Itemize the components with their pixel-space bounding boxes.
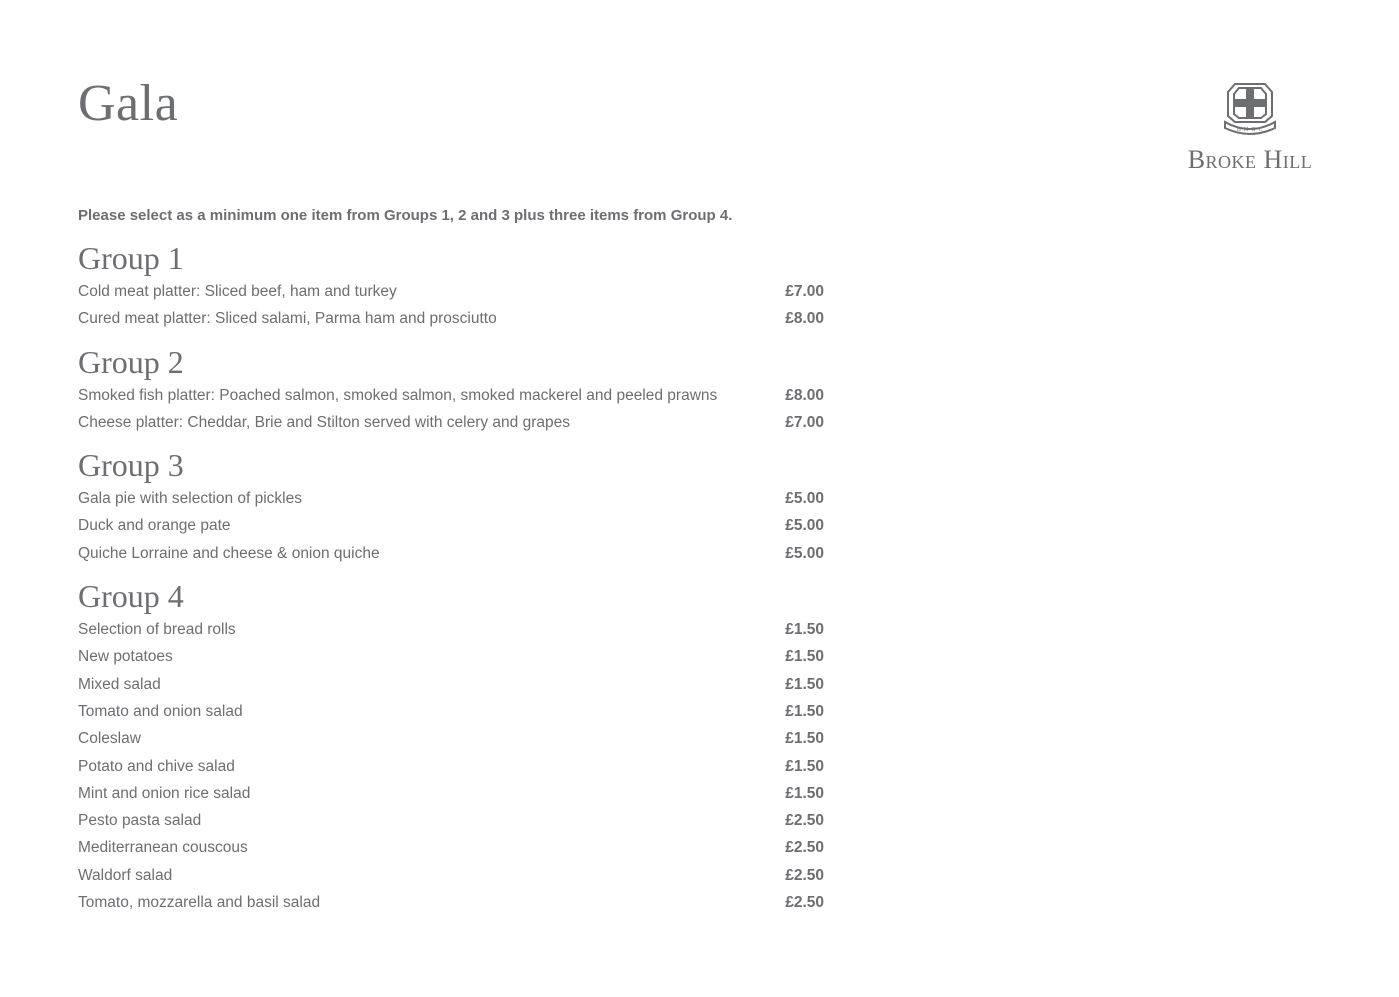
menu-item-name: Mint and onion rice salad: [78, 784, 251, 802]
crest-icon: [1220, 78, 1280, 138]
menu-item-price: £1.50: [785, 675, 824, 693]
menu-item-name: Tomato, mozzarella and basil salad: [78, 894, 321, 912]
menu-item: [78, 698, 824, 725]
broke-hill-logo: [1176, 78, 1324, 178]
menu-item-price: £5.00: [785, 517, 824, 535]
selection-instructions: Please select as a minimum one item from Groups 1, 2 and 3 plus three items from Group 4.: [78, 207, 733, 224]
page-title: Gala: [78, 75, 179, 132]
menu-item-price: £1.50: [785, 784, 824, 802]
menu-item: [78, 643, 824, 670]
menu-item-name: Potato and chive salad: [78, 757, 235, 775]
menu-item-name: Mediterranean couscous: [78, 839, 248, 857]
menu-item-price: £7.00: [785, 283, 824, 300]
menu-item-name: Tomato and onion salad: [78, 702, 243, 720]
menu-group: [78, 576, 824, 916]
menu-item-name: Quiche Lorraine and cheese & onion quiche: [78, 544, 380, 562]
menu-item-price: £7.00: [785, 413, 824, 431]
menu-item-name: Gala pie with selection of pickles: [78, 490, 303, 508]
group-heading: Group 2: [78, 343, 184, 380]
menu-item-name: Coleslaw: [78, 730, 141, 748]
group-heading: Group 1: [78, 240, 184, 276]
logo-wordmark: Broke Hill: [1187, 145, 1313, 174]
menu-item-price: £5.00: [785, 544, 824, 562]
menu-item-name: Cured meat platter: Sliced salami, Parma ham and prosciutto: [78, 310, 497, 328]
menu-item: [78, 753, 824, 780]
menu-item: [78, 780, 824, 807]
menu-list: [78, 238, 824, 925]
menu-item: [78, 616, 824, 643]
menu-item: [78, 512, 824, 539]
menu-item-name: Smoked fish platter: Poached salmon, smoked salmon, smoked mackerel and peeled prawns: [78, 386, 718, 404]
menu-item-price: £5.00: [785, 490, 824, 508]
menu-item: [78, 834, 824, 861]
menu-item: [78, 807, 824, 834]
menu-item: [78, 278, 824, 305]
menu-item-name: Selection of bread rolls: [78, 621, 236, 639]
menu-item-price: £1.50: [785, 702, 824, 720]
group-heading: Group 4: [78, 578, 184, 615]
menu-item-name: Duck and orange pate: [78, 517, 231, 535]
group-heading: Group 3: [78, 447, 184, 484]
menu-item: [78, 305, 824, 332]
menu-item: [78, 382, 824, 409]
crest-letters: B·H·G·C: [1236, 127, 1264, 133]
menu-item-price: £1.50: [785, 621, 824, 639]
menu-item-name: Pesto pasta salad: [78, 812, 202, 830]
menu-item: [78, 889, 824, 916]
menu-item: [78, 725, 824, 752]
menu-item: [78, 671, 824, 698]
menu-item-price: £8.00: [785, 386, 824, 404]
menu-item: [78, 540, 824, 567]
menu-item: [78, 485, 824, 512]
menu-group: [78, 238, 824, 333]
menu-item-price: £1.50: [785, 730, 824, 748]
menu-item-price: £2.50: [785, 812, 824, 830]
menu-item-name: New potatoes: [78, 648, 173, 666]
menu-item-price: £1.50: [785, 648, 824, 666]
menu-group: [78, 342, 824, 437]
menu-item-price: £2.50: [785, 866, 824, 884]
menu-item-price: £2.50: [785, 894, 824, 912]
menu-item: [78, 409, 824, 436]
menu-item: [78, 862, 824, 889]
menu-item-price: £8.00: [785, 310, 824, 328]
menu-item-price: £2.50: [785, 839, 824, 857]
menu-item-name: Waldorf salad: [78, 866, 173, 884]
menu-item-name: Cold meat platter: Sliced beef, ham and turkey: [78, 283, 397, 300]
menu-item-name: Mixed salad: [78, 675, 161, 693]
menu-item-price: £1.50: [785, 757, 824, 775]
menu-item-name: Cheese platter: Cheddar, Brie and Stilton served with celery and grapes: [78, 413, 570, 431]
menu-group: [78, 445, 824, 567]
